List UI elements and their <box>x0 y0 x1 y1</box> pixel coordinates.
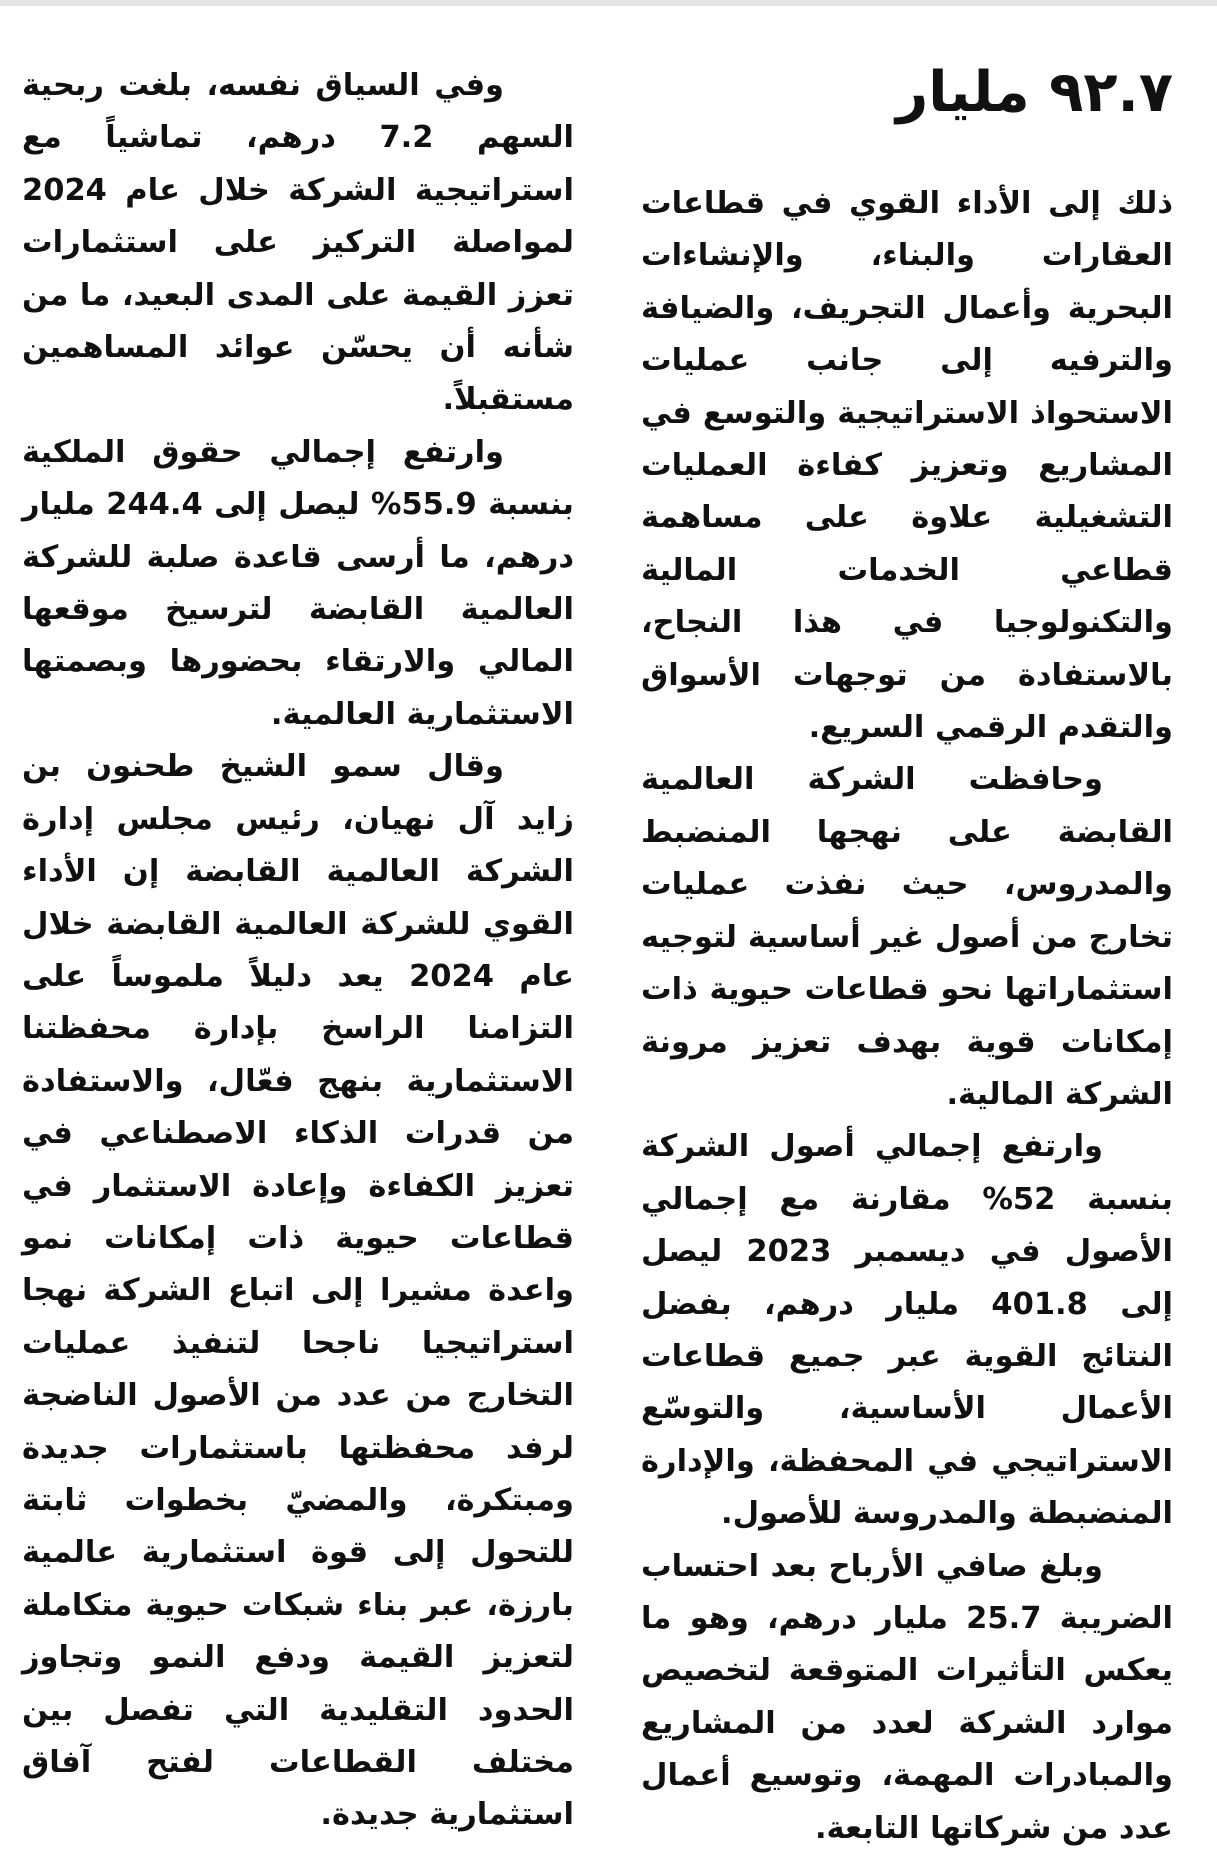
paragraph: وبلغ صافي الأرباح بعد احتساب الضريبة 25.7 مليار درهم، وهو ما يعكس التأثيرات المتوقعة لتخصيص موارد الشركة لعدد من المشاريع والمبادرات المهمة، وتوسيع أعمال عدد من شركاتها التابعة. <box>641 1548 1174 1846</box>
paragraph: وقال سمو الشيخ طحنون بن زايد آل نهيان، رئيس مجلس إدارة الشركة العالمية القابضة إن الأداء القوي للشركة العالمية القابضة خلال عام 2024 يعد دليلاً ملموساً على التزامنا الراسخ بإدارة محفظتنا الاستثمارية بنهج فعّال، والاستفادة من قدرات الذكاء الاصطناعي في تعزيز الكفاءة وإعادة الاستثمار في قطاعات حيوية ذات إمكانات نمو واعدة مشيرا إلى اتباع الشركة نهجا استراتيجيا ناجحا لتنفيذ عمليات التخارج من عدد من الأصول الناضجة لرفد محفظتها باستثمارات جديدة ومبتكرة، والمضيّ بخطوات ثابتة للتحول إلى قوة استثمارية عالمية بارزة، عبر بناء شبكات حيوية متكاملة لتعزيز القيمة ودفع النمو وتجاوز الحدود التقليدية التي تفصل بين مختلف القطاعات لفتح آفاق استثمارية جديدة. <box>22 749 575 1833</box>
newspaper-page <box>0 6 1217 1846</box>
headline: ٩٢.٧ مليار <box>896 60 1173 125</box>
paragraph: وفي السياق نفسه، بلغت ربحية السهم 7.2 درهم، تماشياً مع استراتيجية الشركة خلال عام 2024 لمواصلة التركيز على استثمارات تعزز القيمة على المدى البعيد، ما من شأنه أن يحسّن عوائد المساهمين مستقبلاً. <box>22 68 574 418</box>
paragraph: ذلك إلى الأداء القوي في قطاعات العقارات والبناء، والإنشاءات البحرية وأعمال التجريف، والضيافة والترفيه إلى جانب عمليات الاستحواذ الاستراتيجية والتوسع في المشاريع وتعزيز كفاءة العمليات التشغيلية علاوة على مساهمة قطاعي الخدمات المالية والتكنولوجيا في هذا النجاح، بالاستفادة من توجهات الأسواق والتقدم الرقمي السريع. <box>641 186 1173 746</box>
right-column <box>641 6 1174 1846</box>
paragraph: وحافظت الشركة العالمية القابضة على نهجها المنضبط والمدروس، حيث نفذت عمليات تخارج من أصول غير أساسية لتوجيه استثماراتها نحو قطاعات حيوية ذات إمكانات قوية بهدف تعزيز مرونة الشركة المالية. <box>641 762 1173 1112</box>
paragraph: وارتفع إجمالي حقوق الملكية بنسبة 55.9% ليصل إلى 244.4 مليار درهم، ما أرسى قاعدة صلبة للشركة العالمية القابضة لترسيخ موقعها المالي والارتقاء بحضورها وبصمتها الاستثمارية العالمية. <box>22 434 574 732</box>
left-column <box>22 60 575 1833</box>
paragraph: وارتفع إجمالي أصول الشركة بنسبة 52% مقارنة مع إجمالي الأصول في ديسمبر 2023 ليصل إلى 401.8 مليار درهم، بفضل النتائج القوية عبر جميع قطاعات الأعمال الأساسية، والتوسّع الاستراتيجي في المحفظة، والإدارة المنضبطة والمدروسة للأصول. <box>641 1129 1173 1532</box>
